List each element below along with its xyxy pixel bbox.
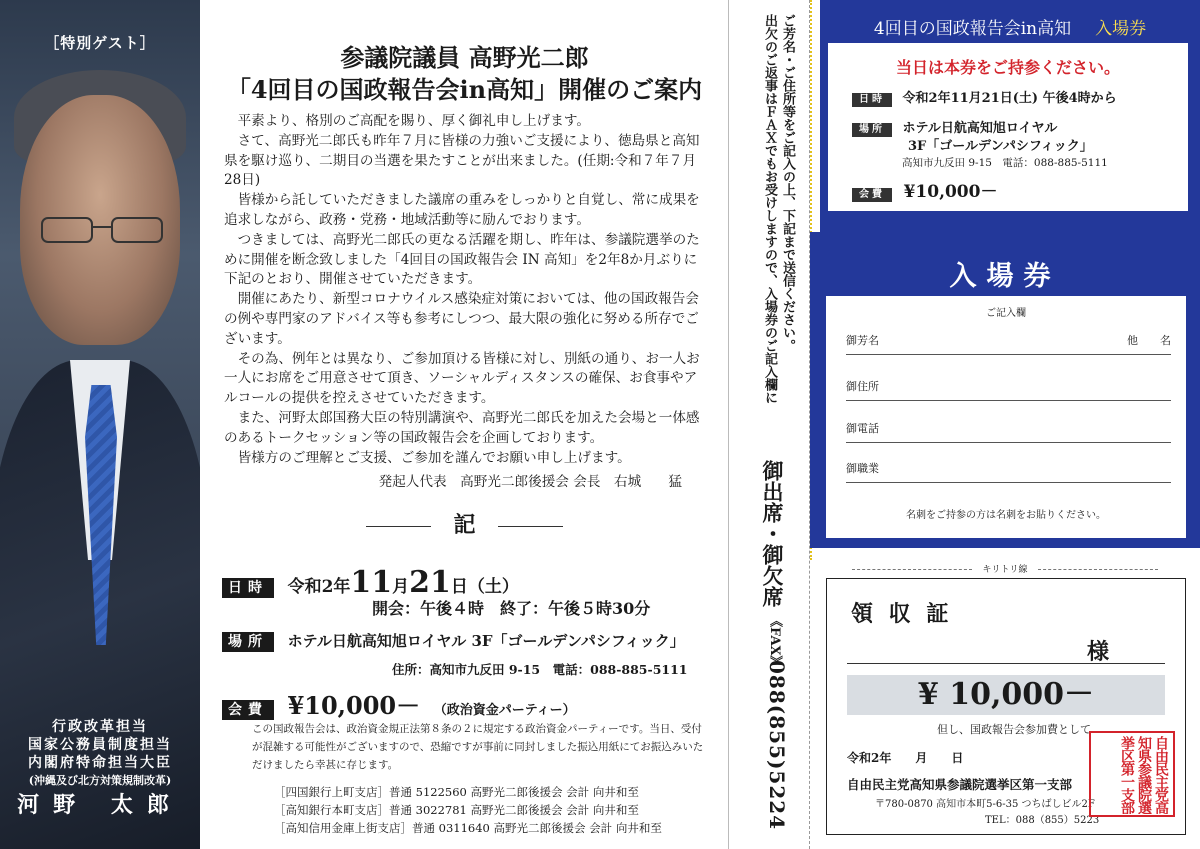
guest-titles (0, 718, 200, 818)
paragraph: 皆様方のご理解とご支援、ご参加を謹んでお願い申し上げます。 (237, 449, 631, 466)
bring-ticket-notice: 当日は本券をご持参ください。 (895, 58, 1120, 77)
ticket-place-2: 3F「ゴールデンパシフィック」 (908, 139, 1093, 154)
date-month: 11 (350, 565, 393, 600)
guest-title-small: (沖縄及び北方対策規制改革) (28, 774, 172, 787)
guest-title-3: 内閣府特命担当大臣 (28, 755, 172, 771)
fax-label: 《FAX》 (767, 614, 782, 669)
divider (366, 526, 431, 527)
cut-line-dash (852, 569, 972, 570)
reply-instructions-2: ご芳名・ご住所等をご記入の上、下記まで送信ください。 (780, 14, 795, 352)
paragraph: さて、高野光二郎氏も昨年７月に皆様の力強いご支援により、徳島県と高知県を駆け巡り、二期目の当選を果たすことが出来ました。(任期:令和７年７月28日) (224, 132, 700, 189)
fee-label: 会費 (222, 700, 274, 720)
bank-account: ［四国銀行上町支店］普通 5122560 高野光二郎後援会 会計 向井和至 (274, 785, 639, 799)
ticket-fee-label: 会費 (852, 188, 892, 202)
ticket-header (820, 14, 1200, 39)
date-day: 21 (409, 565, 451, 600)
others-label: 他 名 (1127, 334, 1171, 347)
ticket-place-row (852, 117, 1057, 137)
business-card-note: 名刺をご持参の方は名刺をお貼りください。 (906, 510, 1106, 521)
paragraph: また、河野太郎国務大臣の特別講演や、高野光二郎氏を加えた会場と一体感のあるトークセッション等の国政報告会を企画しております。 (224, 409, 700, 446)
receipt-tel: TEL：088（855）5223 (985, 815, 1100, 826)
invitation-letter (212, 0, 717, 849)
ticket-fee: ¥10,000－ (903, 182, 998, 202)
date-day-unit: 日（土） (450, 577, 519, 597)
cut-line (810, 562, 1200, 575)
divider (498, 526, 563, 527)
fax-number: 088(855)5224 (765, 660, 789, 831)
event-time: 開会：午後４時 終了：午後５時30分 (372, 599, 651, 618)
ticket-place-label: 場所 (852, 123, 892, 137)
occupation-field[interactable] (846, 460, 1171, 483)
stamp-text: 自由民主党高知県参議院選挙区第一支部 (1119, 736, 1169, 814)
legal-notice: この国政報告会は、政治資金規正法第８条の２に規定する政治資金パーティーです。当日、受付が混雑する可能性がございますので、恐縮ですが事前に同封しました振込用紙にてお振込みいただけましたら幸甚に存じます。 (252, 723, 704, 771)
date-prefix: 令和2年 (287, 577, 351, 597)
form-subtitle: ご記入欄 (986, 308, 1026, 319)
receipt-issuer: 自由民主党高知県参議院選挙区第一支部 (847, 777, 1073, 792)
receipt-address: 〒780-0870 高知市本町5-6-35 つちばしビル2F (875, 799, 1095, 810)
phone-label: 御電話 (846, 422, 879, 435)
ticket-date: 令和2年11月21日(土) 午後4時から (902, 91, 1117, 106)
ticket-body (828, 43, 1188, 211)
ticket-date-label: 日時 (852, 93, 892, 107)
guest-title-1: 行政改革担当 (52, 719, 148, 735)
event-date-row (222, 565, 717, 600)
receipt-title: 領 収 証 (851, 601, 953, 627)
cut-line-dash (1038, 569, 1158, 570)
event-place: ホテル日航高知旭ロイヤル 3F「ゴールデンパシフィック」 (287, 632, 685, 650)
event-fee-row (222, 686, 717, 721)
occupation-label: 御職業 (846, 462, 879, 475)
receipt-name-line (847, 663, 1165, 664)
guest-title-2: 国家公務員制度担当 (28, 737, 172, 753)
paragraph: その為、例年とは異なり、ご参加頂ける皆様に対し、別紙の通り、お一人お一人にお席をご用意させて頂き、ソーシャルディスタンスの確保、お食事やアルコールの提供を控えさせていただきます。 (224, 350, 700, 407)
phone-field[interactable] (846, 420, 1171, 443)
paragraph: 皆様から託していただきました議席の重みをしっかりと自覚し、常に成果を追求しながら、政務・党務・地域活動等に励んでおります。 (224, 192, 700, 228)
ticket-address: 高知市九反田 9-15 電話：088-885-5111 (902, 157, 1108, 169)
address-label: 御住所 (846, 380, 879, 393)
guest-name: 河野 太郎 (17, 792, 183, 818)
ticket-place-1: ホテル日航高知旭ロイヤル (902, 121, 1058, 136)
ticket-form-body (826, 296, 1186, 538)
glasses-icon (40, 215, 165, 245)
place-label: 場所 (222, 632, 274, 652)
letter-body (224, 112, 709, 468)
fee-note: （政治資金パーティー） (433, 703, 576, 718)
bank-account: ［高知銀行本町支店］普通 3022781 高野光二郎後援会 会計 向井和至 (274, 803, 639, 817)
special-guest-label: ［特別ゲスト］ (44, 34, 156, 52)
cut-line-label: キリトリ線 (982, 565, 1028, 575)
event-fee: ¥10,000－ (287, 691, 421, 720)
date-month-unit: 月 (392, 577, 410, 597)
paragraph: 開催にあたり、新型コロナウイルス感染症対策においては、他の国政報告会の例や専門家のアドバイス等も参考にしつつ、最大限の強化に努める所存でございます。 (224, 291, 699, 347)
receipt (826, 578, 1186, 835)
ticket-header-title: 4回目の国政報告会in高知 (873, 19, 1072, 39)
address-field[interactable] (846, 378, 1171, 401)
date-label: 日時 (222, 578, 274, 598)
official-seal-stamp (1089, 731, 1175, 817)
ki-label: 記 (453, 512, 476, 538)
bank-account: ［高知信用金庫上街支店］普通 0311640 高野光二郎後援会 会計 向井和至 (274, 821, 662, 835)
name-field[interactable] (846, 332, 1171, 355)
ticket-date-row (852, 87, 1117, 107)
event-place-row (222, 630, 717, 652)
receipt-honorific: 様 (1087, 639, 1110, 665)
entry-ticket-stub (820, 0, 1200, 236)
guest-photo-panel (0, 0, 200, 849)
reply-strip (728, 0, 810, 849)
event-address: 住所：高知市九反田 9-15 電話：088-885-5111 (392, 662, 688, 677)
receipt-purpose: 但し、国政報告会参加費として (937, 723, 1091, 736)
ticket-fee-row (852, 177, 997, 202)
ki-heading (212, 508, 717, 539)
receipt-amount: ¥ 10,000－ (847, 675, 1165, 715)
entry-ticket-form (810, 232, 1200, 548)
attendance-choice: 御出席・御欠席 (760, 460, 785, 607)
letter-title-2: 「4回目の国政報告会in高知」開催のご案内 (226, 75, 703, 104)
paragraph: 平素より、格別のご高配を賜り、厚く御礼申し上げます。 (237, 113, 590, 129)
receipt-date: 令和2年 月 日 (847, 751, 964, 765)
signature: 発起人代表 高野光二郎後援会 会長 右城 猛 (378, 474, 682, 490)
ticket-form-title: 入場券 (949, 261, 1061, 292)
name-label: 御芳名 (846, 334, 879, 347)
letter-title-1: 参議院議員 高野光二郎 (340, 43, 589, 72)
paragraph: つきましては、高野光二郎氏の更なる活躍を期し、昨年は、参議院選挙のために開催を断念致しました「4回目の国政報告会 IN 高知」を2年8か月ぶりに下記のとおり、開催させていただきます。 (224, 231, 700, 288)
ticket-header-badge: 入場券 (1095, 19, 1147, 39)
reply-instructions-1: 出欠のご返事はＦＡＸでもお受けしますので、入場券のご記入欄に (762, 14, 777, 404)
